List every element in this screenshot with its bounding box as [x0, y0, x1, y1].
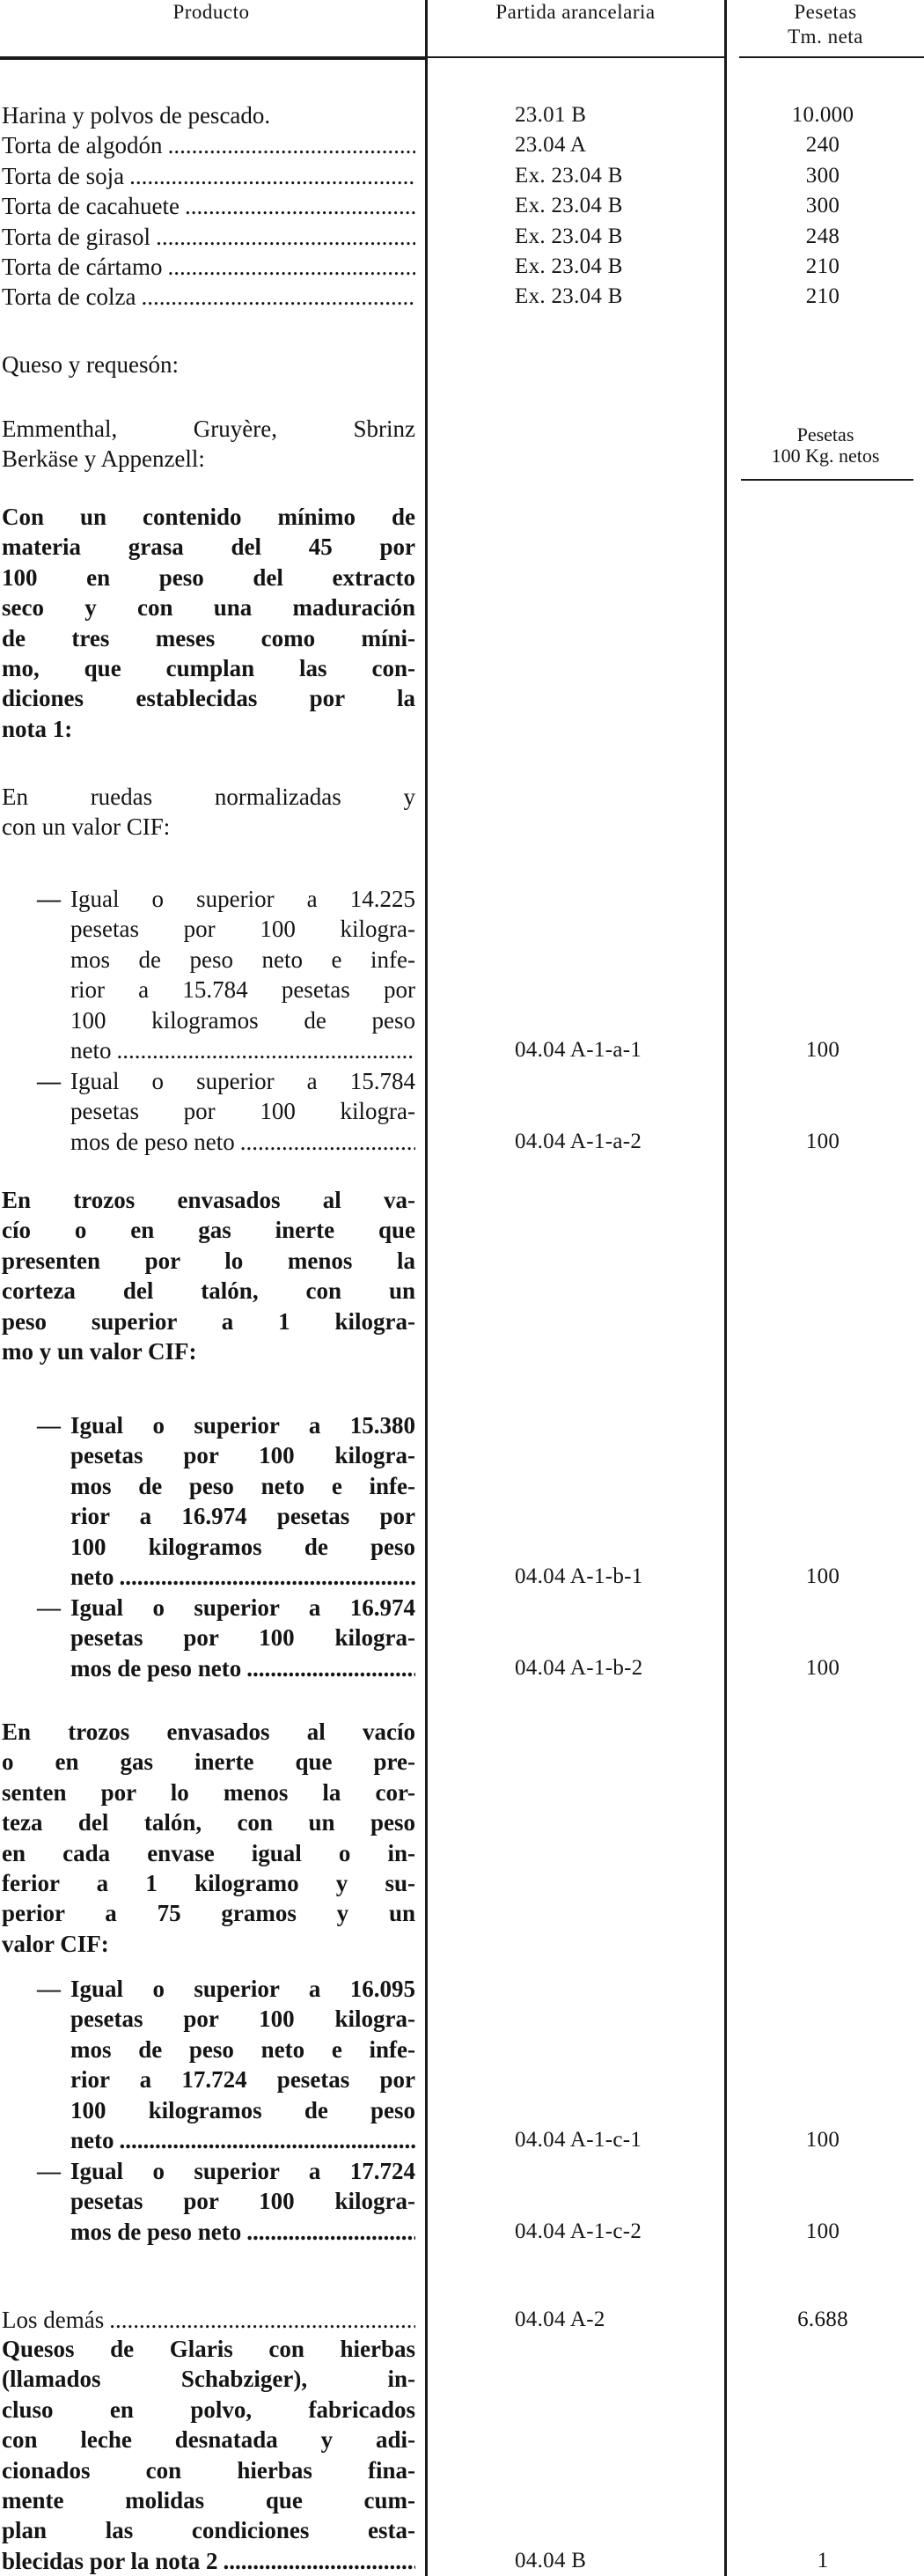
trozos1-item-2-partida: 04.04 A-1-b-2	[515, 1655, 643, 1680]
ruedas-item-1-value: 100	[805, 1038, 840, 1062]
trozos1-item-1-line-6	[70, 1562, 415, 1592]
glaris-line-1: Quesos de Glaris con hierbas	[2, 2336, 415, 2362]
contenido-line-5: de tres meses como míni-	[2, 624, 415, 651]
torta-row-1-value: 10.000	[791, 103, 854, 127]
torta-row-2-partida: 23.04 A	[515, 133, 587, 158]
em-dash-icon: —	[37, 1412, 61, 1439]
ruedas-line-2: con un valor CIF:	[2, 813, 171, 841]
trozos2-item-2-line-1: Igual o superior a 17.724	[70, 2158, 415, 2184]
trozos2-item-1-line-6-text: neto	[70, 2126, 114, 2153]
unit-header	[727, 424, 924, 467]
trozos1-line-6: mo y un valor CIF:	[2, 1337, 197, 1365]
glaris-line-2: (llamados Schabziger), in-	[2, 2366, 415, 2393]
unit-header-line2: 100 Kg. netos	[771, 445, 880, 467]
em-dash-icon: —	[37, 1594, 61, 1621]
trozos2-item-2-line-2: pesetas por 100 kilogra-	[70, 2188, 415, 2215]
trozos1-item-2	[37, 1593, 415, 1683]
ruedas-item-2-line-1: Igual o superior a 15.784	[70, 1068, 415, 1094]
contenido-line-4: seco y con una maduración	[2, 594, 415, 622]
torta-row-6-value: 210	[805, 254, 840, 278]
torta-row-5	[2, 222, 415, 252]
trozos2-item-2-line-3-text: mos de peso neto	[70, 2218, 242, 2245]
trozos1-item-1-partida: 04.04 A-1-b-1	[515, 1564, 643, 1588]
contenido-line-7: diciones establecidas por la	[2, 685, 415, 712]
torta-row-3-name-leader	[129, 161, 415, 191]
ruedas-item-2-line-3-text: mos de peso neto	[70, 1128, 235, 1155]
trozos1-item-1-line-6-text: neto	[70, 1563, 114, 1590]
torta-row-2-value: 240	[805, 133, 840, 158]
torta-row-7-name-text: Torta de colza	[2, 283, 136, 311]
ruedas-item-2	[37, 1066, 415, 1157]
torta-row-6-name	[2, 252, 415, 282]
header-pesetas-line2: Tm. neta	[788, 26, 863, 48]
ruedas-item-2-line-3	[70, 1127, 415, 1157]
header-producto: Producto	[172, 1, 250, 23]
demas-partida: 04.04 A-2	[515, 2307, 605, 2331]
unit-header-line1: Pesetas	[796, 423, 854, 445]
ruedas-item-1-line-6-text: neto	[70, 1036, 112, 1064]
trozos2-item-1-line-1: Igual o superior a 16.095	[70, 1976, 415, 2002]
torta-row-4-value: 300	[805, 194, 840, 218]
trozos1-item-1-line-6-leader	[120, 1562, 416, 1592]
trozos2-item-1-line-2: pesetas por 100 kilogra-	[70, 2006, 415, 2033]
trozos2-line-6: ferior a 1 kilogramo y su-	[2, 1869, 415, 1896]
contenido-line-6: mo, que cumplan las con-	[2, 654, 415, 681]
header-pesetas	[727, 0, 924, 49]
ruedas-item-1-line-4: rior a 15.784 pesetas por	[70, 976, 415, 1004]
contenido-paragraph	[2, 502, 415, 744]
glaris-block	[2, 2334, 415, 2576]
header-pesetas-line1: Pesetas	[794, 1, 857, 23]
glaris-partida: 04.04 B	[515, 2548, 587, 2572]
torta-row-1-name: Harina y polvos de pescado.	[2, 102, 271, 129]
trozos1-line-5: peso superior a 1 kilogra-	[2, 1307, 415, 1335]
ruedas-item-2-partida: 04.04 A-1-a-2	[515, 1129, 642, 1153]
header-rule-mid	[428, 56, 724, 58]
trozos1-item-2-line-3	[70, 1653, 415, 1683]
ruedas-item-1-line-5: 100 kilogramos de peso	[70, 1006, 415, 1034]
torta-row-2	[2, 130, 415, 160]
em-dash-icon: —	[37, 886, 61, 912]
trozos1-item-1-line-1: Igual o superior a 15.380	[70, 1412, 415, 1439]
demas-name-text: Los demás	[2, 2307, 105, 2333]
ruedas-item-2-value: 100	[805, 1129, 840, 1153]
trozos2-item-1-value: 100	[805, 2128, 840, 2152]
torta-row-5-partida: Ex. 23.04 B	[515, 224, 623, 248]
torta-row-7-name-leader	[142, 282, 415, 312]
trozos2-item-1-partida: 04.04 A-1-c-1	[515, 2128, 642, 2152]
demas-name-leader	[109, 2305, 415, 2335]
ruedas-item-1-line-6	[70, 1035, 415, 1065]
ruedas-item-1-line-1: Igual o superior a 14.225	[70, 886, 415, 912]
torta-row-6	[2, 252, 415, 282]
trozos1-line-1: En trozos envasados al va-	[2, 1187, 415, 1213]
trozos2-item-1-line-5: 100 kilogramos de peso	[70, 2096, 415, 2123]
trozos2-item-2-partida: 04.04 A-1-c-2	[515, 2219, 642, 2243]
trozos1-paragraph	[2, 1185, 415, 1366]
torta-row-5-value: 248	[805, 224, 840, 248]
trozos1-item-2-value: 100	[805, 1655, 840, 1680]
ruedas-item-1	[37, 884, 415, 1065]
glaris-line-5: cionados con hierbas fina-	[2, 2456, 415, 2484]
torta-row-2-name-text: Torta de algodón	[2, 132, 163, 159]
trozos1-item-2-line-3-text: mos de peso neto	[70, 1654, 242, 1682]
torta-row-7-value: 210	[805, 284, 840, 309]
trozos2-item-2-line-3-leader	[246, 2217, 415, 2247]
torta-row-5-name-text: Torta de girasol	[2, 223, 151, 250]
torta-row-2-name	[2, 130, 415, 160]
trozos1-item-2-line-3-leader	[246, 1653, 415, 1683]
ruedas-item-2-line-2: pesetas por 100 kilogra-	[70, 1098, 415, 1125]
em-dash-icon: —	[37, 1976, 61, 2002]
trozos1-item-1-line-2: pesetas por 100 kilogra-	[70, 1442, 415, 1469]
torta-row-7-partida: Ex. 23.04 B	[515, 284, 623, 309]
trozos2-line-3: senten por lo menos la cor-	[2, 1778, 415, 1806]
column-rule-left	[425, 0, 428, 2576]
torta-row-3	[2, 161, 415, 191]
glaris-line-8-text: blecidas por la nota 2	[2, 2547, 218, 2574]
trozos2-item-1	[37, 1974, 415, 2155]
trozos1-item-1-line-5: 100 kilogramos de peso	[70, 1533, 415, 1560]
glaris-line-7: plan las condiciones esta-	[2, 2517, 415, 2544]
header-rule-left	[0, 56, 425, 60]
emmenthal-line-2: Berkäse y Appenzell:	[2, 445, 205, 473]
torta-row-6-name-leader	[168, 252, 415, 282]
header-partida: Partida arancelaria	[495, 1, 656, 23]
trozos1-item-1	[37, 1410, 415, 1592]
column-rule-right	[724, 0, 727, 2576]
emmenthal-line-1: Emmenthal, Gruyère, Sbrinz	[2, 416, 415, 442]
header-rule-right	[739, 56, 924, 58]
trozos2-line-4: teza del talón, con un peso	[2, 1809, 415, 1836]
torta-row-4-partida: Ex. 23.04 B	[515, 194, 623, 218]
trozos2-line-7: perior a 75 gramos y un	[2, 1900, 415, 1927]
contenido-line-1: Con un contenido mínimo de	[2, 504, 415, 530]
torta-row-6-partida: Ex. 23.04 B	[515, 254, 623, 278]
torta-row-3-name-text: Torta de soja	[2, 162, 125, 189]
glaris-line-3: cluso en polvo, fabricados	[2, 2396, 415, 2423]
torta-row-3-name	[2, 161, 415, 191]
ruedas-item-1-line-2: pesetas por 100 kilogra-	[70, 916, 415, 943]
unit-header-rule	[741, 479, 913, 481]
ruedas-line-1: En ruedas normalizadas y	[2, 784, 415, 810]
glaris-line-8-leader	[224, 2546, 415, 2576]
emmenthal-heading	[2, 414, 415, 475]
ruedas-item-1-line-3: mos de peso neto e infe-	[70, 946, 415, 973]
torta-row-3-partida: Ex. 23.04 B	[515, 163, 623, 188]
trozos2-item-1-line-4: rior a 17.724 pesetas por	[70, 2066, 415, 2094]
trozos2-line-1: En trozos envasados al vacío	[2, 1719, 415, 1745]
torta-row-3-value: 300	[805, 163, 840, 188]
torta-row-4-name	[2, 191, 415, 221]
contenido-line-8: nota 1:	[2, 715, 73, 742]
trozos1-line-4: corteza del talón, con un	[2, 1277, 415, 1305]
trozos1-item-1-line-3: mos de peso neto e infe-	[70, 1472, 415, 1499]
trozos2-item-2	[37, 2156, 415, 2247]
torta-row-4-name-text: Torta de cacahuete	[2, 193, 180, 220]
torta-row-1-partida: 23.01 B	[515, 103, 587, 127]
trozos2-item-2-value: 100	[805, 2219, 840, 2243]
trozos1-item-1-value: 100	[805, 1564, 840, 1588]
torta-row-1	[2, 100, 415, 130]
trozos1-line-2: cío o en gas inerte que	[2, 1217, 415, 1244]
glaris-line-8	[2, 2546, 415, 2576]
ruedas-item-1-line-6-leader	[117, 1035, 416, 1065]
torta-row-5-name-leader	[156, 222, 415, 252]
torta-row-7	[2, 282, 415, 312]
ruedas-item-2-line-3-leader	[240, 1127, 415, 1157]
trozos2-paragraph	[2, 1717, 415, 1959]
trozos1-item-2-line-2: pesetas por 100 kilogra-	[70, 1624, 415, 1652]
trozos1-item-2-line-1: Igual o superior a 16.974	[70, 1594, 415, 1621]
contenido-line-3: 100 en peso del extracto	[2, 563, 415, 591]
glaris-line-6: mente molidas que cum-	[2, 2486, 415, 2513]
torta-row-4-name-leader	[185, 191, 415, 221]
ruedas-item-1-partida: 04.04 A-1-a-1	[515, 1038, 642, 1062]
demas-value: 6.688	[797, 2307, 848, 2331]
glaris-line-4: con leche desnatada y adi-	[2, 2426, 415, 2454]
torta-row-2-name-leader	[168, 130, 415, 160]
trozos2-item-1-line-6	[70, 2125, 415, 2155]
torta-row-4	[2, 191, 415, 221]
ruedas-paragraph	[2, 782, 415, 843]
torta-row-6-name-text: Torta de cártamo	[2, 254, 163, 280]
trozos2-item-2-line-3	[70, 2217, 415, 2247]
demas-name	[2, 2305, 415, 2335]
trozos2-line-2: o en gas inerte que pre-	[2, 1748, 415, 1776]
trozos2-line-8: valor CIF:	[2, 1930, 109, 1957]
queso-title: Queso y requesón:	[2, 351, 179, 378]
trozos1-item-1-line-4: rior a 16.974 pesetas por	[70, 1503, 415, 1530]
trozos2-line-5: en cada envase igual o in-	[2, 1839, 415, 1866]
demas-name-block	[2, 2305, 415, 2335]
em-dash-icon: —	[37, 1068, 61, 1094]
glaris-value: 1	[817, 2548, 829, 2572]
torta-row-7-name	[2, 282, 415, 312]
contenido-line-2: materia grasa del 45 por	[2, 534, 415, 561]
trozos2-item-1-line-6-leader	[120, 2125, 416, 2155]
trozos2-item-1-line-3: mos de peso neto e infe-	[70, 2035, 415, 2063]
em-dash-icon: —	[37, 2158, 61, 2184]
trozos1-line-3: presenten por lo menos la	[2, 1247, 415, 1274]
torta-row-5-name	[2, 222, 415, 252]
